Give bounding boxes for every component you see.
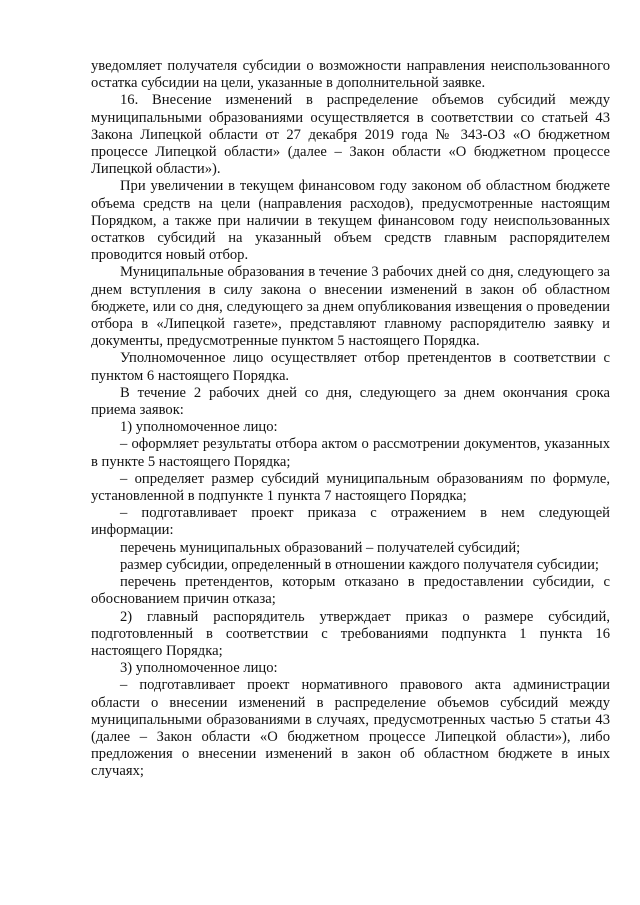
list-subitem-recipients: перечень муниципальных образований – получателей субсидий; <box>120 539 521 556</box>
list-subitem-refused: перечень претендентов, которым отказано в предоставлении субсидии, с обоснованием причин отказа; <box>91 574 610 608</box>
list-item-2: 2) главный распорядитель утверждает приказ о размере субсидий, подготовленный в соответствии с требованиями подпункта 1 пункта 16 настоящего Порядка; <box>91 608 610 659</box>
list-subitem-formula: – определяет размер субсидий муниципальным образованиям по формуле, установленной в подпункте 1 пункта 7 настоящего Порядка; <box>91 470 610 505</box>
paragraph-item-16: 16. Внесение изменений в распределение объемов субсидий между муниципальными образованиями осуществляется в соответствии со статьей 43 Закона Липецкой области от 27 декабря 2019 года № 343-ОЗ «О бюджетном процессе Липецкой области» (далее – Закон области «О бюджетном процессе Липецкой области»). <box>91 92 610 178</box>
list-subitem-amount: размер субсидии, определенный в отношении каждого получателя субсидии; <box>120 556 599 573</box>
list-subitem-draft-order: – подготавливает проект приказа с отражением в нем следующей информации: <box>91 505 610 539</box>
list-subitem-draft-act: – подготавливает проект нормативного правового акта администрации области о внесении изменений в распределение объемов субсидий между муниципальными образованиями в случаях, предусмотренных частью 5 статьи 43 (далее – Закон области «О бюджетном процессе Липецкой области»), либо предложения о внесении изменений в закон об областном бюджете в иных случаях; <box>91 677 610 780</box>
list-subitem-act: – оформляет результаты отбора актом о рассмотрении документов, указанных в пункте 5 настоящего Порядка; <box>91 436 610 470</box>
paragraph-municipal-deadline: Муниципальные образования в течение 3 рабочих дней со дня, следующего за днем вступления в силу закона о внесении изменений в закон об областном бюджете, или со дня, следующего за днем опубликования извещения о проведении отбора в «Липецкой газете», представляют главному распорядителю заявку и документы, предусмотренные пунктом 5 настоящего Порядка. <box>91 264 610 350</box>
document-page <box>91 58 610 781</box>
list-item-1: 1) уполномоченное лицо: <box>120 419 278 436</box>
list-item-3: 3) уполномоченное лицо: <box>120 660 278 677</box>
paragraph-selection: Уполномоченное лицо осуществляет отбор претендентов в соответствии с пунктом 6 настоящего Порядка. <box>91 350 610 384</box>
paragraph-two-days: В течение 2 рабочих дней со дня, следующего за днем окончания срока приема заявок: <box>91 384 610 419</box>
paragraph-continuation: уведомляет получателя субсидии о возможности направления неиспользованного остатка субсидии на цели, указанные в дополнительной заявке. <box>91 58 610 92</box>
paragraph-budget-increase: При увеличении в текущем финансовом году законом об областном бюджете объема средств на цели (направления расходов), предусмотренные настоящим Порядком, а также при наличии в текущем финансовом году неиспользованных остатков субсидий на указанный объем средств главным распорядителем проводится новый отбор. <box>91 178 610 264</box>
